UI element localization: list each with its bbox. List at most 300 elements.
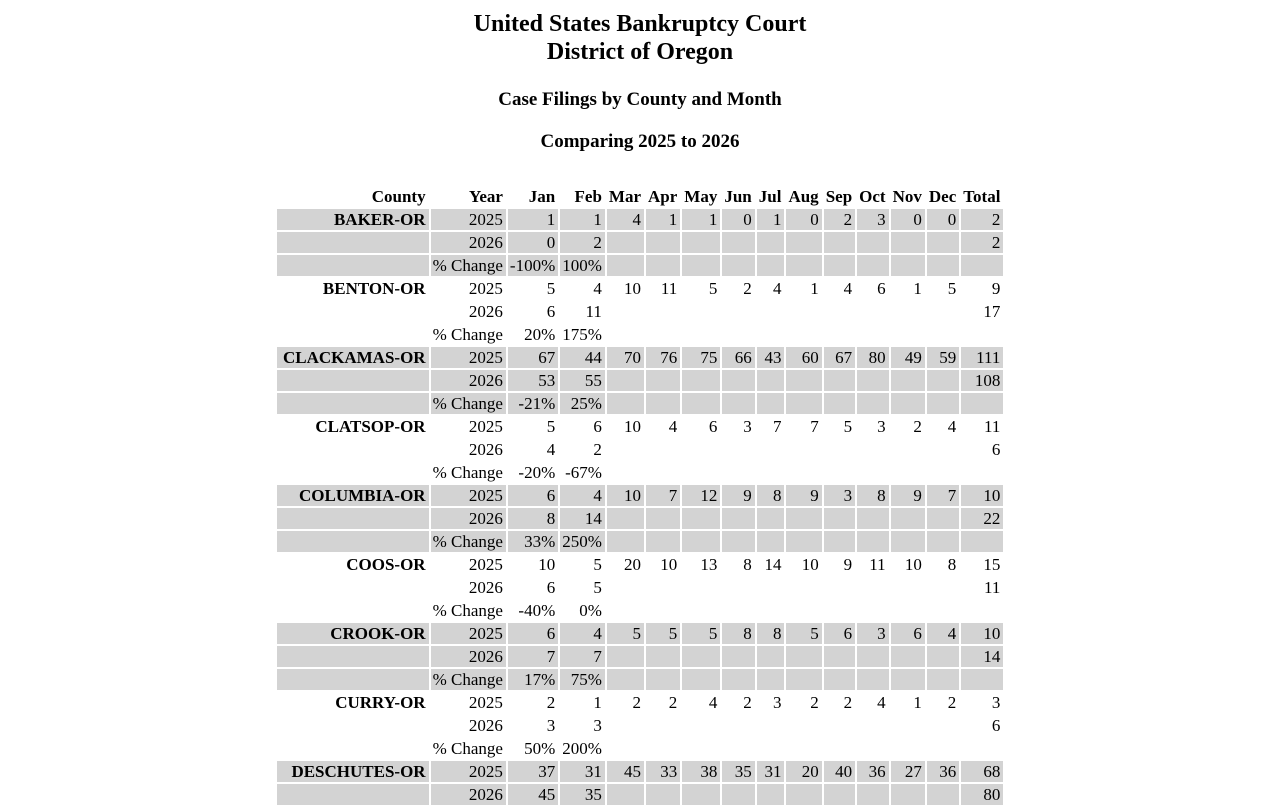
year-cell: 2026 [431,508,506,529]
empty-month-cell [786,646,821,667]
empty-month-cell [857,646,888,667]
month-value-cell: 4 [843,279,853,298]
month-value-cell: 8 [722,623,754,644]
empty-month-cell [786,393,821,414]
month-value-cell: 4 [927,623,959,644]
year-cell: 2026 [431,784,506,805]
empty-month-cell [757,370,785,391]
row-total-cell: 17 [983,302,1001,321]
empty-total-cell [961,393,1003,414]
percent-change-label-cell: % Change [431,393,506,414]
county-row-2025 [277,692,1004,713]
month-value-cell: 5 [708,279,718,298]
month-value-cell: 0 [927,209,959,230]
empty-month-cell [757,393,785,414]
empty-total-cell [961,255,1003,276]
row-total-cell: 68 [961,761,1003,782]
empty-month-cell [757,715,785,736]
month-value-cell: 5 [682,623,720,644]
empty-month-cell [722,232,754,253]
county-row-percent-change [277,324,1004,345]
column-header-feb: Feb [574,187,602,206]
empty-month-cell [857,439,888,460]
empty-month-cell [646,669,680,690]
county-name-cell: COOS-OR [346,555,426,574]
year-cell: 2025 [431,485,506,506]
empty-month-cell [786,784,821,805]
county-row-2026 [277,439,1004,460]
empty-month-cell [607,508,644,529]
empty-county-cell [277,301,429,322]
empty-month-cell [607,577,644,598]
empty-month-cell [722,508,754,529]
empty-month-cell [927,508,959,529]
empty-month-cell [757,646,785,667]
empty-month-cell [891,393,925,414]
empty-month-cell [891,784,925,805]
year-cell: 2026 [468,716,503,735]
empty-month-cell [927,370,959,391]
empty-month-cell [682,715,720,736]
year-cell: 2026 [431,232,506,253]
empty-month-cell [786,531,821,552]
empty-month-cell [722,462,754,483]
month-value-cell: 43 [757,347,785,368]
county-row-percent-change [277,600,1004,621]
county-row-2025 [277,278,1004,299]
county-row-percent-change [277,531,1004,552]
row-total-cell: 2 [961,232,1003,253]
empty-month-cell [757,439,785,460]
year-cell: 2026 [431,646,506,667]
county-row-percent-change [277,462,1004,483]
empty-month-cell [757,600,785,621]
empty-month-cell [891,738,925,759]
empty-month-cell [857,393,888,414]
month-value-cell: 2 [632,693,642,712]
empty-month-cell [824,324,855,345]
month-value-cell: 37 [508,761,558,782]
year-cell: 2025 [468,279,503,298]
empty-month-cell [857,462,888,483]
empty-month-cell [682,255,720,276]
year-cell: 2026 [431,370,506,391]
percent-change-value-cell: 0% [579,601,602,620]
column-header-may: May [684,187,718,206]
empty-month-cell [722,439,754,460]
county-name-cell: COLUMBIA-OR [277,485,429,506]
month-value-cell: 1 [757,209,785,230]
month-value-cell: 8 [743,555,752,574]
month-value-cell: 6 [508,623,558,644]
empty-month-cell [824,301,855,322]
empty-month-cell [646,600,680,621]
percent-change-value-cell: 250% [560,531,605,552]
percent-change-label-cell: % Change [432,739,503,758]
month-value-cell: 5 [546,279,556,298]
month-value-cell: 2 [560,232,605,253]
empty-month-cell [646,232,680,253]
month-value-cell: 3 [772,693,782,712]
empty-month-cell [927,784,959,805]
empty-month-cell [646,508,680,529]
empty-month-cell [682,462,720,483]
empty-month-cell [927,738,959,759]
empty-month-cell [722,531,754,552]
empty-month-cell [682,738,720,759]
empty-month-cell [607,646,644,667]
empty-month-cell [722,255,754,276]
month-value-cell: 20 [786,761,821,782]
month-value-cell: 1 [810,279,819,298]
empty-month-cell [757,577,785,598]
year-cell: 2025 [431,761,506,782]
column-header-year: Year [468,187,503,206]
county-name-cell: CLACKAMAS-OR [277,347,429,368]
month-value-cell: 4 [708,693,718,712]
month-value-cell: 27 [891,761,925,782]
month-value-cell: 10 [904,555,922,574]
empty-county-cell [277,577,429,598]
row-total-cell: 22 [961,508,1003,529]
empty-month-cell [607,738,644,759]
empty-month-cell [607,232,644,253]
percent-change-value-cell: 50% [524,739,556,758]
column-header-jun: Jun [724,187,752,206]
county-row-2026 [277,715,1004,736]
row-total-cell: 11 [984,578,1001,597]
county-row-2025 [277,416,1004,437]
month-value-cell: 0 [891,209,925,230]
empty-month-cell [646,715,680,736]
empty-month-cell [607,600,644,621]
month-value-cell: 9 [786,485,821,506]
empty-month-cell [927,301,959,322]
empty-month-cell [824,577,855,598]
month-value-cell: 1 [508,209,558,230]
percent-change-value-cell: 25% [560,393,605,414]
empty-county-cell [277,439,429,460]
row-total-cell: 10 [961,623,1003,644]
empty-month-cell [682,646,720,667]
month-value-cell: 7 [646,485,680,506]
county-row-2025 [277,485,1004,506]
empty-month-cell [757,531,785,552]
empty-month-cell [722,715,754,736]
month-value-cell: 45 [508,784,558,805]
month-value-cell: 5 [593,555,602,574]
row-total-cell: 3 [991,693,1001,712]
column-header-mar: Mar [608,187,642,206]
empty-month-cell [646,462,680,483]
percent-change-value-cell: 33% [508,531,558,552]
empty-month-cell [891,715,925,736]
empty-month-cell [857,370,888,391]
county-row-2025 [277,209,1004,230]
column-header-county: County [371,187,426,206]
empty-month-cell [927,462,959,483]
month-value-cell: 6 [508,485,558,506]
empty-month-cell [927,232,959,253]
percent-change-label-cell: % Change [431,255,506,276]
county-name-cell: CURRY-OR [335,693,426,712]
empty-total-cell [961,600,1003,621]
month-value-cell: 1 [913,693,922,712]
month-value-cell: 4 [668,417,678,436]
month-value-cell: 45 [607,761,644,782]
empty-month-cell [824,370,855,391]
empty-county-cell [277,669,429,690]
empty-month-cell [682,324,720,345]
empty-month-cell [891,439,925,460]
empty-month-cell [682,669,720,690]
month-value-cell: 1 [593,693,602,712]
month-value-cell: 20 [624,555,642,574]
month-value-cell: 7 [927,485,959,506]
month-value-cell: 5 [947,279,957,298]
report-title [0,10,1280,66]
month-value-cell: 35 [722,761,754,782]
empty-month-cell [607,715,644,736]
percent-change-value-cell: -40% [518,601,556,620]
month-value-cell: 8 [857,485,888,506]
empty-county-cell [277,646,429,667]
month-value-cell: 11 [869,555,886,574]
empty-month-cell [891,669,925,690]
month-value-cell: 6 [593,417,602,436]
month-value-cell: 12 [682,485,720,506]
empty-month-cell [927,577,959,598]
month-value-cell: 9 [722,485,754,506]
empty-month-cell [857,508,888,529]
empty-month-cell [891,462,925,483]
month-value-cell: 3 [743,417,752,436]
month-value-cell: 49 [891,347,925,368]
empty-month-cell [927,324,959,345]
empty-month-cell [682,232,720,253]
table-header-row [277,186,1004,207]
empty-month-cell [927,255,959,276]
county-name-cell: BENTON-OR [322,279,426,298]
empty-month-cell [824,393,855,414]
month-value-cell: 1 [913,279,922,298]
empty-month-cell [682,370,720,391]
month-value-cell: 3 [857,209,888,230]
county-name-cell: CROOK-OR [277,623,429,644]
column-header-total: Total [963,187,1001,206]
month-value-cell: 2 [843,693,853,712]
empty-month-cell [857,232,888,253]
empty-month-cell [786,715,821,736]
empty-month-cell [646,393,680,414]
month-value-cell: 13 [700,555,718,574]
year-cell: 2026 [468,578,503,597]
row-total-cell: 9 [991,279,1001,298]
empty-county-cell [277,600,429,621]
case-filings-table [275,184,1006,807]
month-value-cell: 66 [722,347,754,368]
empty-month-cell [722,370,754,391]
month-value-cell: 6 [546,578,556,597]
row-total-cell: 11 [984,417,1001,436]
county-row-percent-change [277,255,1004,276]
empty-month-cell [607,370,644,391]
month-value-cell: 6 [877,279,886,298]
empty-county-cell [277,738,429,759]
county-row-2025 [277,623,1004,644]
percent-change-value-cell: -21% [508,393,558,414]
empty-month-cell [857,715,888,736]
year-cell: 2026 [468,302,503,321]
empty-month-cell [646,531,680,552]
empty-month-cell [786,301,821,322]
county-row-2026 [277,370,1004,391]
county-name-cell: DESCHUTES-OR [277,761,429,782]
month-value-cell: 7 [508,646,558,667]
month-value-cell: 8 [757,623,785,644]
empty-month-cell [786,462,821,483]
empty-county-cell [277,462,429,483]
month-value-cell: 31 [560,761,605,782]
empty-month-cell [891,301,925,322]
empty-month-cell [757,324,785,345]
empty-month-cell [646,577,680,598]
month-value-cell: 3 [857,623,888,644]
empty-month-cell [786,738,821,759]
month-value-cell: 2 [810,693,819,712]
year-cell: 2025 [431,347,506,368]
percent-change-label-cell: % Change [431,531,506,552]
percent-change-value-cell: 100% [560,255,605,276]
county-row-percent-change [277,669,1004,690]
empty-month-cell [757,669,785,690]
column-header-jan: Jan [528,187,556,206]
empty-month-cell [682,600,720,621]
month-value-cell: 8 [508,508,558,529]
month-value-cell: 2 [947,693,957,712]
month-value-cell: 10 [660,555,678,574]
empty-month-cell [786,232,821,253]
empty-month-cell [824,508,855,529]
month-value-cell: 1 [646,209,680,230]
empty-month-cell [646,784,680,805]
empty-month-cell [757,301,785,322]
empty-month-cell [722,669,754,690]
empty-month-cell [857,531,888,552]
percent-change-value-cell: 200% [562,739,602,758]
month-value-cell: 2 [546,693,556,712]
month-value-cell: 75 [682,347,720,368]
empty-month-cell [607,255,644,276]
percent-change-label-cell: % Change [432,325,503,344]
empty-month-cell [891,508,925,529]
percent-change-value-cell: 175% [562,325,602,344]
county-row-2025 [277,761,1004,782]
month-value-cell: 80 [857,347,888,368]
month-value-cell: 6 [708,417,718,436]
empty-month-cell [824,232,855,253]
empty-county-cell [277,393,429,414]
report-title-line2: District of Oregon [546,39,734,65]
row-total-cell: 111 [961,347,1003,368]
year-cell: 2025 [431,209,506,230]
year-cell: 2025 [468,693,503,712]
empty-month-cell [646,301,680,322]
month-value-cell: 6 [891,623,925,644]
empty-month-cell [682,531,720,552]
percent-change-value-cell: 17% [508,669,558,690]
county-row-2025 [277,347,1004,368]
column-header-sep: Sep [825,187,853,206]
empty-month-cell [722,577,754,598]
empty-month-cell [891,577,925,598]
empty-month-cell [891,232,925,253]
empty-month-cell [757,255,785,276]
year-cell: 2025 [468,417,503,436]
county-row-percent-change [277,738,1004,759]
month-value-cell: 7 [810,417,819,436]
percent-change-label-cell: % Change [432,463,503,482]
empty-month-cell [607,784,644,805]
month-value-cell: 2 [913,417,922,436]
month-value-cell: 2 [593,440,602,459]
empty-month-cell [927,439,959,460]
empty-month-cell [786,577,821,598]
empty-county-cell [277,370,429,391]
empty-month-cell [786,508,821,529]
county-row-2026 [277,508,1004,529]
row-total-cell: 14 [961,646,1003,667]
month-value-cell: 59 [927,347,959,368]
month-value-cell: 7 [772,417,782,436]
empty-month-cell [824,439,855,460]
column-header-aug: Aug [788,187,819,206]
empty-month-cell [824,600,855,621]
empty-month-cell [857,600,888,621]
month-value-cell: 10 [624,417,642,436]
month-value-cell: 2 [668,693,678,712]
year-cell: 2025 [431,623,506,644]
empty-month-cell [891,600,925,621]
empty-month-cell [891,324,925,345]
empty-month-cell [857,669,888,690]
month-value-cell: 55 [560,370,605,391]
empty-total-cell [961,531,1003,552]
empty-month-cell [722,324,754,345]
month-value-cell: 4 [593,279,602,298]
month-value-cell: 4 [546,440,556,459]
empty-month-cell [682,393,720,414]
month-value-cell: 31 [757,761,785,782]
empty-month-cell [786,370,821,391]
empty-month-cell [646,370,680,391]
county-name-cell: BAKER-OR [277,209,429,230]
empty-month-cell [786,669,821,690]
month-value-cell: 0 [786,209,821,230]
report-page [0,10,1280,807]
column-header-nov: Nov [892,187,922,206]
empty-month-cell [857,324,888,345]
month-value-cell: 5 [646,623,680,644]
month-value-cell: 5 [593,578,602,597]
empty-month-cell [824,646,855,667]
empty-county-cell [277,715,429,736]
empty-month-cell [927,646,959,667]
empty-county-cell [277,232,429,253]
month-value-cell: 2 [743,693,752,712]
month-value-cell: 9 [843,555,853,574]
row-total-cell: 108 [961,370,1003,391]
